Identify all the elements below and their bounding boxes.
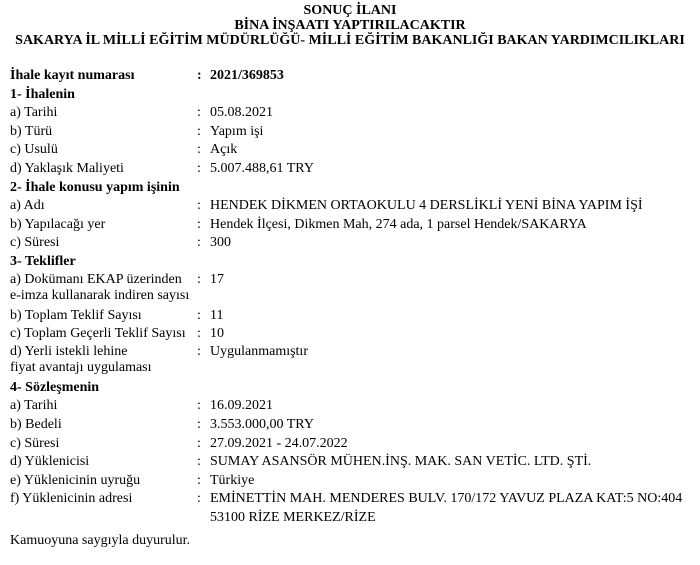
header-subtitle: BİNA İNŞAATI YAPTIRILACAKTIR [234,18,466,33]
row-sozlesme-adres [10,490,695,527]
row-teklif-yerli [10,344,695,377]
field-label: a) Tarihi [10,105,58,121]
colon: : [197,68,202,83]
field-label-line: fiyat avantajı uygulaması [10,360,152,376]
section-teklifler-title: 3- Teklifler [10,253,76,269]
row-teklif-toplam [10,307,695,326]
announcement-body [10,67,695,550]
row-konu-yer [10,216,695,235]
announcement-header [0,0,700,48]
field-label: c) Süresi [10,435,60,451]
field-label: b) Türü [10,123,53,139]
row-sozlesme-bedeli [10,416,695,435]
colon: : [197,142,201,158]
colon: : [197,160,201,176]
field-value: 11 [210,307,224,323]
colon: : [197,271,201,287]
field-value: 5.007.488,61 TRY [210,160,314,176]
colon: : [197,123,201,139]
row-sozlesme-yuklenici [10,453,695,472]
colon: : [197,416,201,432]
field-value: 17 [210,271,224,287]
colon: : [197,454,201,470]
field-value: 300 [210,235,231,251]
colon: : [197,398,201,414]
row-teklif-dokuman [10,272,695,305]
field-value: 16.09.2021 [210,398,273,414]
field-label-line: d) Yerli istekli lehine [10,343,128,359]
colon: : [197,105,201,121]
field-label [10,272,197,305]
colon: : [197,198,201,214]
colon: : [197,472,201,488]
section-ihale-title: 1- İhalenin [10,86,75,102]
row-sozlesme-suresi [10,435,695,454]
field-label-line: e-imza kullanarak indiren sayısı [10,288,190,304]
colon: : [197,491,201,507]
row-ihale-turu [10,123,695,142]
colon: : [197,216,201,232]
field-value: SUMAY ASANSÖR MÜHEN.İNŞ. MAK. SAN VETİC. LTD. ŞTİ. [210,454,592,470]
address-line: 53100 RİZE MERKEZ/RİZE [210,509,376,525]
row-sozlesme-tarihi [10,397,695,416]
field-value: Türkiye [210,472,255,488]
field-value: 10 [210,326,224,342]
address-line: EMİNETTİN MAH. MENDERES BULV. 170/172 YAVUZ PLAZA KAT:5 NO:404 [210,491,683,507]
row-ihale-usulu [10,141,695,160]
field-label: f) Yüklenicinin adresi [10,491,133,507]
header-title: SONUÇ İLANI [303,3,397,18]
colon: : [197,326,201,342]
row-teklif-gecerli [10,325,695,344]
field-label: c) Süresi [10,235,60,251]
row-ihale-tarihi [10,104,695,123]
field-label: d) Yüklenicisi [10,454,90,470]
row-kayit-no [10,67,695,86]
kayit-label: İhale kayıt numarası [10,68,135,83]
row-sozlesme-uyruk [10,472,695,491]
field-label: d) Yaklaşık Maliyeti [10,160,124,176]
field-value: Yapım işi [210,123,264,139]
field-value: 05.08.2021 [210,105,273,121]
colon: : [197,307,201,323]
field-value: Açık [210,142,238,158]
field-label: b) Toplam Teklif Sayısı [10,307,142,323]
colon: : [197,435,201,451]
colon: : [197,235,201,251]
field-label: a) Tarihi [10,398,58,414]
closing-note: Kamuoyuna saygıyla duyurulur. [10,533,191,549]
header-institution: SAKARYA İL MİLLİ EĞİTİM MÜDÜRLÜĞÜ- MİLLİ EĞİTİM BAKANLIĞI BAKAN YARDIMCILIKLARI [15,33,685,48]
colon: : [197,343,201,359]
row-konu-suresi [10,234,695,253]
field-label: b) Yapılacağı yer [10,216,106,232]
field-value: Hendek İlçesi, Dikmen Mah, 274 ada, 1 parsel Hendek/SAKARYA [210,216,587,232]
field-label [10,344,197,377]
field-value [210,490,695,527]
field-value: HENDEK DİKMEN ORTAOKULU 4 DERSLİKLİ YENİ BİNA YAPIM İŞİ [210,198,643,214]
kayit-value: 2021/369853 [210,68,284,83]
section-sozlesme-title: 4- Sözleşmenin [10,379,100,395]
field-label-line: a) Dokümanı EKAP üzerinden [10,271,182,287]
row-ihale-maliyet [10,160,695,179]
field-value: Uygulanmamıştır [210,343,308,359]
field-value: 3.553.000,00 TRY [210,416,314,432]
field-label: c) Usulü [10,142,58,158]
field-value: 27.09.2021 - 24.07.2022 [210,435,348,451]
field-label: b) Bedeli [10,416,62,432]
row-konu-adi [10,197,695,216]
section-konu-title: 2- İhale konusu yapım işinin [10,179,180,195]
field-label: e) Yüklenicinin uyruğu [10,472,141,488]
field-label: c) Toplam Geçerli Teklif Sayısı [10,326,186,342]
field-label: a) Adı [10,198,45,214]
